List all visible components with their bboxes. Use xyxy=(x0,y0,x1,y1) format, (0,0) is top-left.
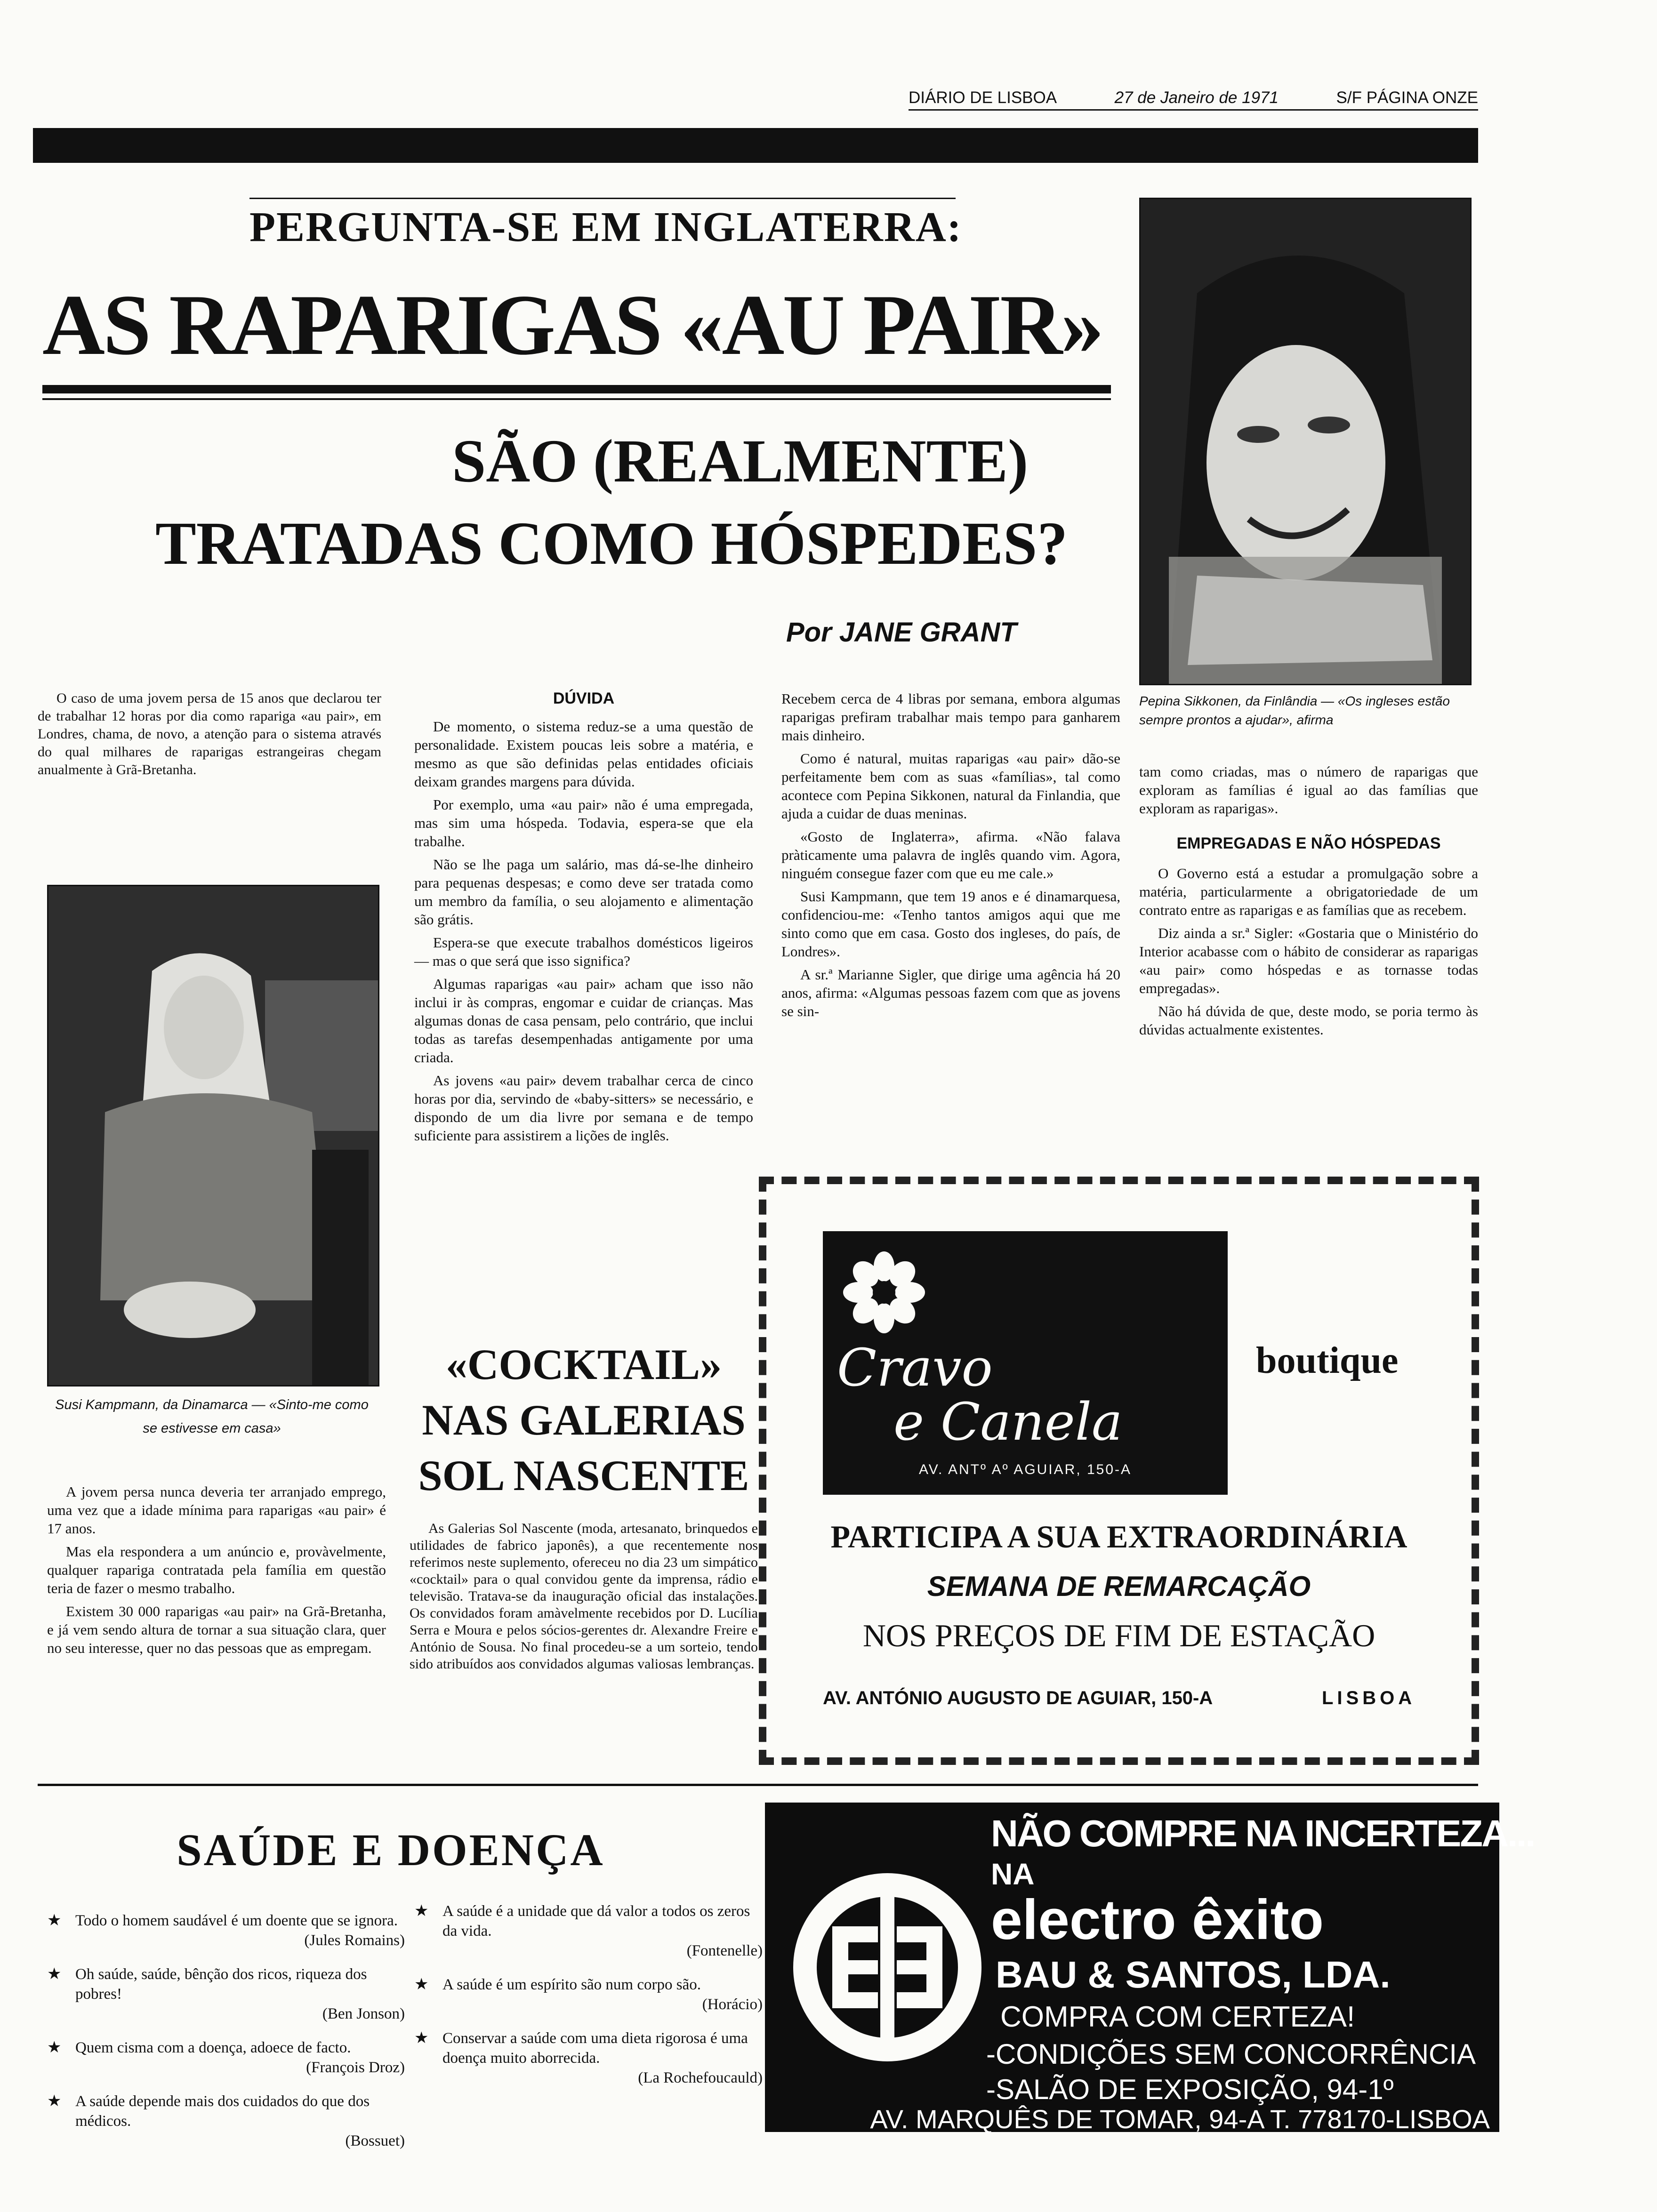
cocktail-title-line2: NAS GALERIAS xyxy=(422,1396,746,1444)
col3-p4: Susi Kampmann, que tem 19 anos e é dinamarquesa, confidenciou-me: «Tenho tantos amigos aqui que me sinto como que em casa. Gosto dos ingleses, do país, de Londres». xyxy=(781,888,1120,960)
photo-susi-image xyxy=(48,886,378,1385)
flower-icon xyxy=(842,1250,926,1335)
ad-cravo-line3: NOS PREÇOS DE FIM DE ESTAÇÃO xyxy=(862,1618,1375,1653)
photo-pepina xyxy=(1139,198,1472,685)
quote-text: Todo o homem saudável é um doente que se ignora. xyxy=(75,1912,398,1929)
headline-main: AS RAPARIGAS «AU PAIR» xyxy=(42,277,1102,373)
photo-susi-caption: Susi Kampmann, da Dinamarca — «Sinto-me como se estivesse em casa» xyxy=(55,1397,369,1436)
saude-left-column xyxy=(47,1911,405,2165)
col1-intro-paragraph: O caso de uma jovem persa de 15 anos que declarou ter de trabalhar 12 horas por dia como rapariga «au pair», em Londres, chama, de novo, a atenção para o sistema através do qual milhares de raparigas estrangeiras chegam anualmente à Grã-Bretanha. xyxy=(38,690,381,777)
cocktail-body-wrap xyxy=(410,1520,758,1677)
col4-heading: EMPREGADAS E NÃO HÓSPEDAS xyxy=(1176,834,1441,852)
headline-kicker: PERGUNTA-SE EM INGLATERRA: xyxy=(249,198,956,251)
col3-p2: Como é natural, muitas raparigas «au pair» dão-se perfeitamente bem com as suas «famílias», tal como acontece com Pepina Sikkonen, natural da Finlandia, que ajuda a cuidar de duas meninas. xyxy=(781,750,1120,822)
masthead-date: 27 de Janeiro de 1971 xyxy=(1114,88,1279,107)
article-col2 xyxy=(414,689,753,1149)
quote-text: A saúde é a unidade que dá valor a todos os zeros da vida. xyxy=(442,1903,750,1940)
col3-p5: A sr.ª Marianne Sigler, que dirige uma agência há 20 anos, afirma: «Algumas pessoas fazem com que as jovens se sin- xyxy=(781,966,1120,1019)
byline: Por JANE GRANT xyxy=(786,617,1017,648)
ad-cravo-logo-address: AV. ANTº Aº AGUIAR, 150-A xyxy=(918,1462,1132,1477)
star-icon: ★ xyxy=(47,1912,62,1929)
photo-pepina-image xyxy=(1141,199,1470,684)
col4-p1: tam como criadas, mas o número de raparigas que exploram as famílias é igual ao das famílias que exploram as raparigas». xyxy=(1139,763,1478,817)
star-icon: ★ xyxy=(47,1965,62,1983)
col2-p3: Não se lhe paga um salário, mas dá-se-lhe dinheiro para pequenas despesas; e como deve ser tratada como um membro da família, o seu alojamento e alimentação são grátis. xyxy=(414,856,753,928)
photo-susi xyxy=(47,885,379,1387)
cocktail-title-line1: «COCKTAIL» xyxy=(445,1340,722,1388)
masthead xyxy=(909,88,1478,112)
col2-p2: Por exemplo, uma «au pair» não é uma empregada, mas sim uma hóspeda. Todavia, espera-se que ela trabalhe. xyxy=(414,796,753,850)
quote-text: A saúde é um espírito são num corpo são. xyxy=(442,1976,701,1993)
ad-cravo-city: LISBOA xyxy=(1322,1688,1416,1708)
ad-electro-line8: AV. MARQUÊS DE TOMAR, 94-A T. 778170-LISBOA xyxy=(870,2104,1490,2134)
masthead-paper: DIÁRIO DE LISBOA xyxy=(909,88,1057,107)
quote-item xyxy=(47,2092,405,2151)
quote-author: (Fontenelle) xyxy=(686,1942,763,1959)
headline-rule-thin xyxy=(42,398,1111,400)
ad-cravo-line1: PARTICIPA A SUA EXTRAORDINÁRIA xyxy=(830,1519,1408,1555)
quote-item xyxy=(414,1901,763,1961)
ad-cravo-line2: SEMANA DE REMARCAÇÃO xyxy=(927,1571,1311,1602)
star-icon: ★ xyxy=(414,1976,429,1993)
article-col1-intro xyxy=(38,689,381,784)
headline-rule-thick xyxy=(42,385,1111,393)
cocktail-title-line3: SOL NASCENTE xyxy=(418,1451,749,1499)
quote-item xyxy=(47,1911,405,1950)
quote-author: (Ben Jonson) xyxy=(322,2005,405,2022)
star-icon: ★ xyxy=(414,2029,429,2047)
col4-p2: O Governo está a estudar a promulgação sobre a matéria, particularmente a obrigatoriedade de um contrato entre as raparigas e as famílias que as recebem. xyxy=(1139,865,1478,918)
quote-item xyxy=(47,2038,405,2077)
quote-author: (François Droz) xyxy=(306,2059,405,2076)
ad-electro-line4: BAU & SANTOS, LDA. xyxy=(996,1954,1391,1996)
photo-pepina-caption: Pepina Sikkonen, da Finlândia — «Os ingleses estão sempre prontos a ajudar», afirma xyxy=(1139,694,1450,727)
masthead-page: S/F PÁGINA ONZE xyxy=(1336,88,1478,107)
top-black-bar xyxy=(33,128,1478,163)
ad-electro-line3: electro êxito xyxy=(991,1888,1324,1951)
ad-electro-line6: -CONDIÇÕES SEM CONCORRÊNCIA xyxy=(986,2038,1476,2070)
col3-p3: «Gosto de Inglaterra», afirma. «Não falava pràticamente uma palavra de inglês quando vim. Agora, ninguém consegue fazer com que eu me cale.» xyxy=(781,828,1120,882)
quote-item xyxy=(414,1975,763,2014)
quote-author: (Horácio) xyxy=(702,1996,763,2013)
bottom-section-rule xyxy=(38,1784,1478,1786)
col2-p4: Espera-se que execute trabalhos domésticos ligeiros — mas o que será que isso significa? xyxy=(414,934,753,969)
quote-author: (Jules Romains) xyxy=(304,1932,405,1949)
quote-text: A saúde depende mais dos cuidados do que dos médicos. xyxy=(75,2093,370,2130)
quote-text: Conservar a saúde com uma dieta rigorosa é uma doença muito aborrecida. xyxy=(442,2030,748,2067)
quote-author: (La Rochefoucauld) xyxy=(638,2069,763,2086)
saude-right-column xyxy=(414,1901,763,2102)
headline-sub1: SÃO (REALMENTE) xyxy=(452,427,1029,495)
quote-item xyxy=(414,2028,763,2088)
col2-p6: As jovens «au pair» devem trabalhar cerca de cinco horas por dia, servindo de «baby-sitters» se necessário, e dispondo de um dia livre por semana e de tempo suficiente para assistirem a lições de inglês. xyxy=(414,1072,753,1144)
cocktail-body: As Galerias Sol Nascente (moda, artesanato, brinquedos e utilidades de fabrico japonês), a que recentemente nos referimos neste suplemento, ofereceu no dia 23 um simpático «cocktail» para o qual convidou gente da imprensa, rádio e televisão. Tratava-se da inauguração oficial das instalações. Os convidados foram amàvelmente recebidos por D. Lucília Serra e Moura e pelos sócios-gerentes dr. Alexandre Freire e António de Sousa. No final procedeu-se a um sorteio, tendo sido atribuídos aos convidados algumas valiosas lembranças. xyxy=(410,1521,758,1672)
article-col1-body xyxy=(47,1483,386,1662)
ad-cravo-boutique: boutique xyxy=(1256,1340,1399,1381)
quote-text: Oh saúde, saúde, bênção dos ricos, riqueza dos pobres! xyxy=(75,1966,367,2003)
col4-p3: Diz ainda a sr.ª Sigler: «Gostaria que o Ministério do Interior acabasse com o hábito de considerar as raparigas «au pair» como hóspedas e as tornasse todas empregadas». xyxy=(1139,925,1478,996)
col3-p1: Recebem cerca de 4 libras por semana, embora algumas raparigas prefiram trabalhar mais tempo para ganharem mais dinheiro. xyxy=(781,690,1120,744)
ee-logo-icon xyxy=(788,1868,986,2066)
quote-text: Quem cisma com a doença, adoece de facto. xyxy=(75,2039,351,2056)
article-col4 xyxy=(1139,762,1478,1043)
quote-author: (Bossuet) xyxy=(345,2132,405,2149)
star-icon: ★ xyxy=(47,2039,62,2056)
masthead-rule xyxy=(909,109,1478,111)
article-col3 xyxy=(781,689,1120,1025)
col4-p4: Não há dúvida de que, deste modo, se poria termo às dúvidas actualmente existentes. xyxy=(1139,1003,1478,1038)
col2-p5: Algumas raparigas «au pair» acham que isso não inclui ir às compras, engomar e cuidar de crianças. Mas algumas donas de casa pensam, pelo contrário, que inclui todas as tarefas desempenhadas antigamente por uma criada. xyxy=(414,976,753,1066)
ad-cravo-logo-box xyxy=(823,1231,1228,1495)
col1-p3: Mas ela respondera a um anúncio e, provàvelmente, qualquer rapariga contratada pela família em questão teria de fazer o mesmo trabalho. xyxy=(47,1543,386,1596)
ad-electro-line2: NA xyxy=(991,1857,1035,1891)
star-icon: ★ xyxy=(414,1902,429,1920)
ad-electro-line1: NÃO COMPRE NA INCERTEZA... xyxy=(991,1812,1535,1854)
saude-title: SAÚDE E DOENÇA xyxy=(177,1825,605,1875)
quote-item xyxy=(47,1964,405,2024)
ad-electro-exito xyxy=(765,1803,1535,2134)
ad-cravo-logo-line2: e Canela xyxy=(893,1392,1123,1452)
ad-electro-line5: COMPRA COM CERTEZA! xyxy=(1000,2001,1355,2033)
col2-p1: De momento, o sistema reduz-se a uma questão de personalidade. Existem poucas leis sobre a matéria, e mesmo as que são definidas pelas entidades oficiais deixam grandes margens para dúvida. xyxy=(414,718,753,790)
col2-heading: DÚVIDA xyxy=(553,689,615,707)
ad-cravo-address: AV. ANTÓNIO AUGUSTO DE AGUIAR, 150-A xyxy=(823,1688,1213,1708)
col1-p4: Existem 30 000 raparigas «au pair» na Grã-Bretanha, e já vem sendo altura de tornar a sua situação clara, quer no seu interesse, quer no das pessoas que as empregam. xyxy=(47,1603,386,1656)
col1-p2: A jovem persa nunca deveria ter arranjado emprego, uma vez que a idade mínima para raparigas «au pair» é 17 anos. xyxy=(47,1483,386,1537)
ad-electro-line7: -SALÃO DE EXPOSIÇÃO, 94-1º xyxy=(986,2074,1394,2105)
headline-sub2: TRATADAS COMO HÓSPEDES? xyxy=(155,510,1068,577)
star-icon: ★ xyxy=(47,2092,62,2110)
cocktail-title xyxy=(405,1337,763,1503)
ad-cravo-canela xyxy=(759,1177,1479,1765)
ad-cravo-logo-line1: Cravo xyxy=(837,1338,993,1398)
